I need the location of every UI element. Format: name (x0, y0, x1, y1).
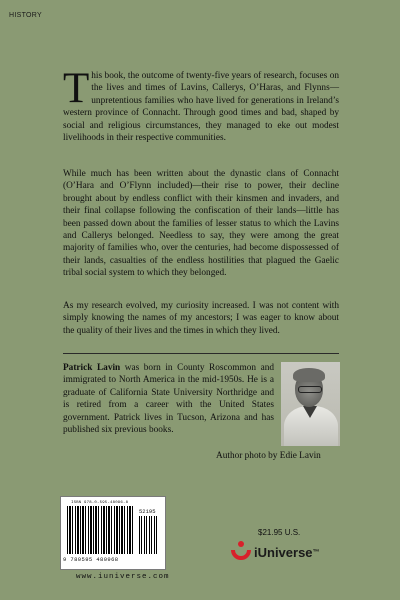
description-paragraph-2: While much has been written about the dynastic clans of Connacht (O’Hara and O’Flynn included)—their rise to power, their decline brought about by endless conflict with their kinsmen and invaders, and their final collapse following the confiscation of their lands—little has been passed down about the families of lesser status to which the Lavins and Callerys belonged. Needless to say, they were among the great majority of families who, over the centuries, had become dispossessed of their lands, casualties of the endless hostilities that plagued the Gaelic tribal social system to which they belonged. (63, 169, 339, 279)
barcode (60, 496, 166, 570)
publisher-name: iUniverse (254, 544, 313, 560)
publisher-website: www.iuniverse.com (76, 573, 170, 581)
photo-credit: Author photo by Edie Lavin (216, 451, 321, 461)
drop-cap: T (63, 65, 90, 112)
photo-glasses (298, 386, 322, 393)
iuniverse-logo-icon (230, 540, 252, 564)
barcode-addon-bars (139, 516, 159, 554)
author-bio (63, 362, 274, 436)
publisher-brand (230, 540, 320, 564)
isbn-label: ISBN 978-0-595-48096-8 (71, 501, 129, 505)
author-bio-text: was born in County Roscommon and immigrated to North America in the mid-1950s. He is a graduate of California State University Northridge and is retired from a career with the United States government. Patrick lives in Tucson, Arizona and has published six previous books. (63, 363, 274, 436)
paragraph-1-text: his book, the outcome of twenty-five years of research, focuses on the lives and times of Lavins, Callerys, O’Haras, and Flynns—unpretentious families who have lived for generations in Ireland’s western province of Connacht. Through good times and bad, shaped by social and religious circumstances, they managed to eke out modest livelihoods in their respective communities. (63, 71, 339, 144)
barcode-bars (67, 506, 134, 554)
author-photo (281, 362, 340, 446)
description-paragraph-1 (63, 65, 339, 144)
barcode-digits: 9 780595 480968 (63, 556, 119, 563)
author-name: Patrick Lavin (63, 363, 121, 373)
publisher-trademark: ™ (312, 548, 320, 556)
section-divider (63, 353, 339, 354)
category-label: HISTORY (9, 12, 42, 19)
description-paragraph-3: As my research evolved, my curiosity increased. I was not content with simply knowing the names of my ancestors; I was eager to know about the quality of their lives and the times in which they lived. (63, 301, 339, 336)
barcode-price-code: 52195 (139, 508, 156, 515)
photo-hair (293, 368, 325, 382)
retail-price: $21.95 U.S. (258, 528, 301, 537)
